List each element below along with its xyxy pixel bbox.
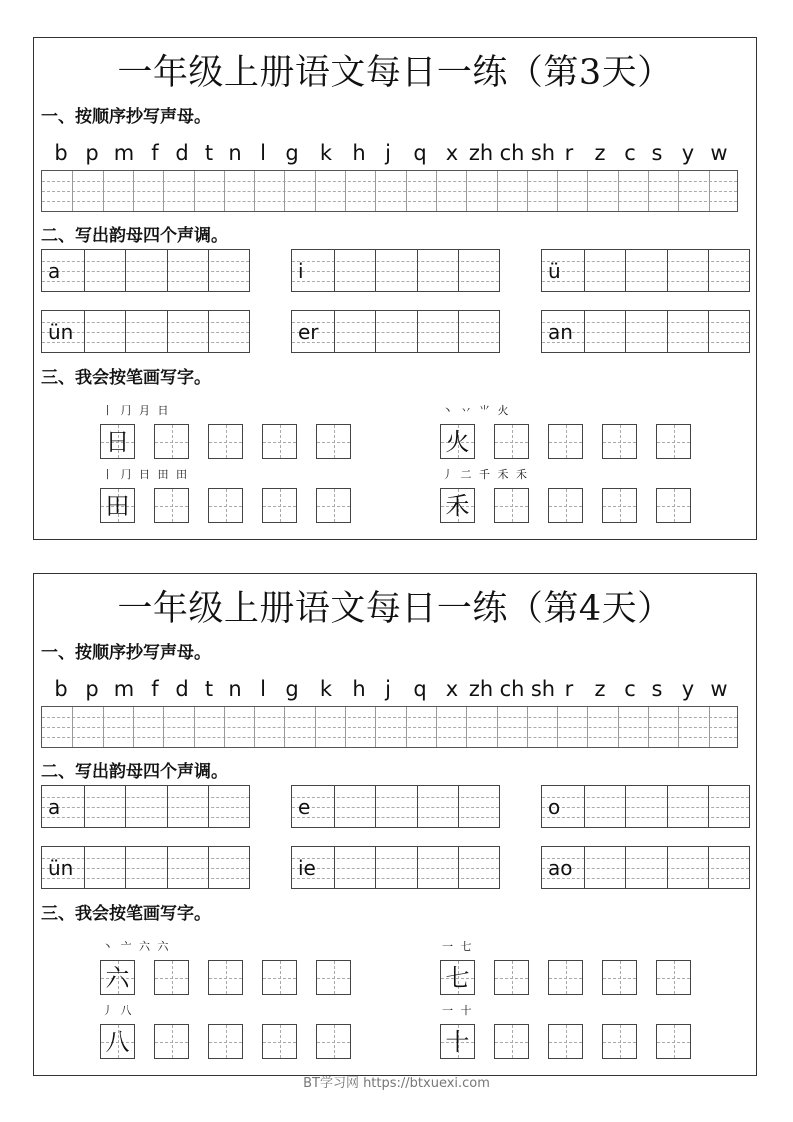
grid-divider [497, 171, 498, 211]
initial-m: m [113, 141, 135, 165]
cell-divider [458, 311, 459, 352]
guide-line [42, 807, 249, 808]
final-box-i[interactable] [291, 249, 500, 292]
cell-divider [625, 786, 626, 827]
initial-g: g [285, 141, 299, 165]
grid-divider [194, 171, 195, 211]
writing-box[interactable] [494, 1024, 529, 1059]
writing-box[interactable] [548, 960, 583, 995]
guide-line [292, 261, 499, 262]
grid-divider [72, 707, 73, 747]
cell-divider [208, 786, 209, 827]
writing-box[interactable] [656, 960, 691, 995]
guide-line [42, 261, 249, 262]
initial-f: f [151, 141, 159, 165]
cell-divider [84, 250, 85, 291]
writing-box[interactable] [494, 960, 529, 995]
cell-divider [334, 311, 335, 352]
stroke-order: 一 七 [442, 940, 474, 953]
writing-box[interactable] [208, 1024, 243, 1059]
section-1-heading: 一、按顺序抄写声母。 [41, 107, 211, 127]
guide-line [292, 322, 499, 323]
grid-divider [133, 171, 134, 211]
guide-line [42, 717, 737, 718]
grid-divider [406, 171, 407, 211]
guide-line [292, 281, 499, 282]
grid-divider [375, 707, 376, 747]
guide-line [42, 727, 737, 728]
writing-box[interactable] [602, 488, 637, 523]
cell-divider [667, 311, 668, 352]
model-character-box [100, 424, 135, 459]
initial-b: b [54, 141, 68, 165]
final-label: ün [48, 320, 74, 344]
grid-divider [557, 171, 558, 211]
grid-divider [315, 707, 316, 747]
grid-divider [466, 171, 467, 211]
section-2-heading: 二、写出韵母四个声调。 [41, 762, 228, 782]
grid-divider [406, 707, 407, 747]
model-character: 日 [105, 428, 130, 456]
initial-c: c [624, 141, 636, 165]
cell-divider [125, 250, 126, 291]
cell-divider [125, 847, 126, 888]
cell-divider [417, 847, 418, 888]
initial-p: p [85, 677, 99, 701]
guide-line [42, 201, 737, 202]
writing-box[interactable] [208, 488, 243, 523]
page-title: 一年级上册语文每日一练（第3天） [117, 53, 673, 93]
writing-box[interactable] [656, 424, 691, 459]
cell-divider [584, 311, 585, 352]
writing-box[interactable] [262, 488, 297, 523]
model-character: 八 [105, 1028, 130, 1056]
grid-divider [103, 171, 104, 211]
cell-divider [625, 847, 626, 888]
guide-line [542, 281, 749, 282]
cell-divider [708, 847, 709, 888]
initial-w: w [710, 677, 728, 701]
grid-divider [648, 707, 649, 747]
initial-n: n [228, 677, 242, 701]
grid-divider [163, 707, 164, 747]
cell-divider [625, 311, 626, 352]
writing-box[interactable] [316, 424, 351, 459]
section-3-heading: 三、我会按笔画写字。 [41, 904, 211, 924]
cell-divider [167, 786, 168, 827]
grid-divider [345, 707, 346, 747]
cell-divider [458, 786, 459, 827]
initial-r: r [564, 677, 574, 701]
grid-divider [466, 707, 467, 747]
initial-c: c [624, 677, 636, 701]
writing-box[interactable] [316, 488, 351, 523]
initial-x: x [445, 141, 459, 165]
initial-j: j [385, 141, 391, 165]
final-label: e [298, 795, 311, 819]
initial-ch: ch [499, 141, 525, 165]
writing-box[interactable] [154, 424, 189, 459]
cell-divider [84, 847, 85, 888]
grid-divider [436, 707, 437, 747]
final-label: er [298, 320, 319, 344]
final-box-ün[interactable] [41, 846, 250, 889]
guide-line [292, 878, 499, 879]
final-box-an[interactable] [541, 310, 750, 353]
cell-divider [625, 250, 626, 291]
cell-divider [708, 311, 709, 352]
writing-box[interactable] [208, 424, 243, 459]
cell-divider [334, 786, 335, 827]
initial-q: q [413, 677, 427, 701]
final-label: an [548, 320, 573, 344]
guide-line [542, 332, 749, 333]
final-label: i [298, 259, 304, 283]
writing-box[interactable] [656, 1024, 691, 1059]
initial-k: k [319, 141, 333, 165]
grid-divider [224, 171, 225, 211]
grid-divider [527, 171, 528, 211]
grid-divider [678, 171, 679, 211]
guide-line [42, 271, 249, 272]
final-label: a [48, 795, 61, 819]
guide-line [542, 817, 749, 818]
guide-line [42, 191, 737, 192]
initial-sh: sh [530, 141, 556, 165]
grid-divider [375, 171, 376, 211]
writing-box[interactable] [316, 1024, 351, 1059]
grid-divider [436, 171, 437, 211]
cell-divider [708, 786, 709, 827]
initial-y: y [681, 677, 695, 701]
writing-box[interactable] [494, 488, 529, 523]
cell-divider [375, 786, 376, 827]
guide-line [292, 858, 499, 859]
cell-divider [417, 311, 418, 352]
grid-divider [497, 707, 498, 747]
final-label: ao [548, 856, 573, 880]
cell-divider [458, 847, 459, 888]
cell-divider [208, 847, 209, 888]
guide-line [542, 322, 749, 323]
cell-divider [375, 847, 376, 888]
final-label: ie [298, 856, 316, 880]
cell-divider [334, 250, 335, 291]
stroke-order: 丨 ⺆ 月 日 [102, 404, 171, 417]
guide-line [42, 737, 737, 738]
initial-n: n [228, 141, 242, 165]
initial-h: h [352, 141, 366, 165]
section-2-heading: 二、写出韵母四个声调。 [41, 226, 228, 246]
initial-l: l [260, 677, 266, 701]
guide-line [292, 797, 499, 798]
initial-z: z [594, 141, 606, 165]
stroke-order: 丶 丷 ⺌ 火 [442, 404, 511, 417]
cell-divider [584, 847, 585, 888]
cell-divider [708, 250, 709, 291]
final-label: ün [48, 856, 74, 880]
cell-divider [417, 786, 418, 827]
writing-box[interactable] [602, 424, 637, 459]
page-title: 一年级上册语文每日一练（第4天） [117, 589, 673, 629]
grid-divider [284, 171, 285, 211]
guide-line [292, 271, 499, 272]
cell-divider [458, 250, 459, 291]
initial-s: s [651, 677, 663, 701]
model-character-box [440, 424, 475, 459]
cell-divider [208, 311, 209, 352]
writing-box[interactable] [656, 488, 691, 523]
cell-divider [84, 311, 85, 352]
writing-box[interactable] [316, 960, 351, 995]
final-box-ü[interactable] [541, 249, 750, 292]
writing-box[interactable] [602, 960, 637, 995]
cell-divider [667, 250, 668, 291]
grid-divider [648, 171, 649, 211]
initial-x: x [445, 677, 459, 701]
cell-divider [584, 250, 585, 291]
cell-divider [167, 311, 168, 352]
final-box-a[interactable] [41, 249, 250, 292]
cell-divider [667, 847, 668, 888]
footer-source: BT学习网 https://btxuexi.com [303, 1076, 490, 1091]
writing-box[interactable] [262, 424, 297, 459]
worksheet-day-4 [33, 573, 757, 1076]
stroke-order: 丿 八 [102, 1004, 134, 1017]
initial-ch: ch [499, 677, 525, 701]
model-character: 七 [445, 964, 470, 992]
writing-box[interactable] [208, 960, 243, 995]
cell-divider [375, 250, 376, 291]
final-label: ü [548, 259, 561, 283]
writing-box[interactable] [262, 1024, 297, 1059]
section-3-heading: 三、我会按笔画写字。 [41, 368, 211, 388]
stroke-order: 丨 ⺆ 日 田 田 [102, 468, 189, 481]
grid-divider [254, 707, 255, 747]
guide-line [542, 797, 749, 798]
cell-divider [417, 250, 418, 291]
cell-divider [125, 786, 126, 827]
cell-divider [167, 250, 168, 291]
cell-divider [667, 786, 668, 827]
model-character-box [440, 960, 475, 995]
guide-line [292, 807, 499, 808]
initial-w: w [710, 141, 728, 165]
final-box-e[interactable] [291, 785, 500, 828]
final-box-a[interactable] [41, 785, 250, 828]
guide-line [542, 271, 749, 272]
writing-box[interactable] [494, 424, 529, 459]
initial-j: j [385, 677, 391, 701]
initial-p: p [85, 141, 99, 165]
grid-divider [163, 171, 164, 211]
initial-d: d [175, 141, 189, 165]
writing-box[interactable] [548, 424, 583, 459]
initial-zh: zh [468, 141, 494, 165]
grid-divider [224, 707, 225, 747]
initial-b: b [54, 677, 68, 701]
grid-divider [254, 171, 255, 211]
grid-divider [618, 707, 619, 747]
grid-divider [557, 707, 558, 747]
guide-line [542, 261, 749, 262]
initial-h: h [352, 677, 366, 701]
grid-divider [587, 171, 588, 211]
initial-r: r [564, 141, 574, 165]
cell-divider [167, 847, 168, 888]
initials-writing-grid[interactable] [41, 706, 738, 748]
final-box-o[interactable] [541, 785, 750, 828]
guide-line [292, 817, 499, 818]
guide-line [542, 858, 749, 859]
grid-divider [345, 171, 346, 211]
guide-line [292, 342, 499, 343]
guide-line [42, 817, 249, 818]
writing-box[interactable] [602, 1024, 637, 1059]
final-box-ün[interactable] [41, 310, 250, 353]
grid-divider [709, 707, 710, 747]
initial-t: t [204, 677, 214, 701]
guide-line [542, 807, 749, 808]
grid-divider [103, 707, 104, 747]
grid-divider [133, 707, 134, 747]
model-character-box [100, 1024, 135, 1059]
final-label: o [548, 795, 561, 819]
guide-line [42, 181, 737, 182]
final-box-er[interactable] [291, 310, 500, 353]
initials-writing-grid[interactable] [41, 170, 738, 212]
initial-s: s [651, 141, 663, 165]
initial-y: y [681, 141, 695, 165]
final-label: a [48, 259, 61, 283]
writing-box[interactable] [262, 960, 297, 995]
cell-divider [84, 786, 85, 827]
grid-divider [72, 171, 73, 211]
initial-z: z [594, 677, 606, 701]
initial-zh: zh [468, 677, 494, 701]
guide-line [292, 868, 499, 869]
initial-l: l [260, 141, 266, 165]
writing-box[interactable] [154, 1024, 189, 1059]
cell-divider [375, 311, 376, 352]
initial-g: g [285, 677, 299, 701]
guide-line [542, 878, 749, 879]
model-character: 禾 [445, 492, 470, 520]
worksheet-day-3 [33, 37, 757, 540]
stroke-order: 丿 二 千 禾 禾 [442, 468, 529, 481]
stroke-order: 丶 亠 六 六 [102, 940, 171, 953]
model-character: 田 [105, 492, 130, 520]
grid-divider [678, 707, 679, 747]
guide-line [42, 797, 249, 798]
grid-divider [587, 707, 588, 747]
stroke-order: 一 十 [442, 1004, 474, 1017]
initial-t: t [204, 141, 214, 165]
model-character: 火 [445, 428, 470, 456]
writing-box[interactable] [548, 488, 583, 523]
cell-divider [208, 250, 209, 291]
grid-divider [315, 171, 316, 211]
final-box-ie[interactable] [291, 846, 500, 889]
grid-divider [284, 707, 285, 747]
grid-divider [709, 171, 710, 211]
cell-divider [334, 847, 335, 888]
guide-line [42, 281, 249, 282]
guide-line [542, 342, 749, 343]
cell-divider [584, 786, 585, 827]
initial-k: k [319, 677, 333, 701]
model-character-box [100, 960, 135, 995]
initial-d: d [175, 677, 189, 701]
initial-m: m [113, 677, 135, 701]
model-character: 六 [105, 964, 130, 992]
writing-box[interactable] [154, 960, 189, 995]
initial-q: q [413, 141, 427, 165]
writing-box[interactable] [154, 488, 189, 523]
initial-sh: sh [530, 677, 556, 701]
initial-f: f [151, 677, 159, 701]
model-character-box [440, 1024, 475, 1059]
section-1-heading: 一、按顺序抄写声母。 [41, 643, 211, 663]
guide-line [542, 868, 749, 869]
model-character-box [100, 488, 135, 523]
grid-divider [618, 171, 619, 211]
model-character-box [440, 488, 475, 523]
grid-divider [194, 707, 195, 747]
grid-divider [527, 707, 528, 747]
writing-box[interactable] [548, 1024, 583, 1059]
model-character: 十 [445, 1028, 470, 1056]
final-box-ao[interactable] [541, 846, 750, 889]
cell-divider [125, 311, 126, 352]
guide-line [292, 332, 499, 333]
